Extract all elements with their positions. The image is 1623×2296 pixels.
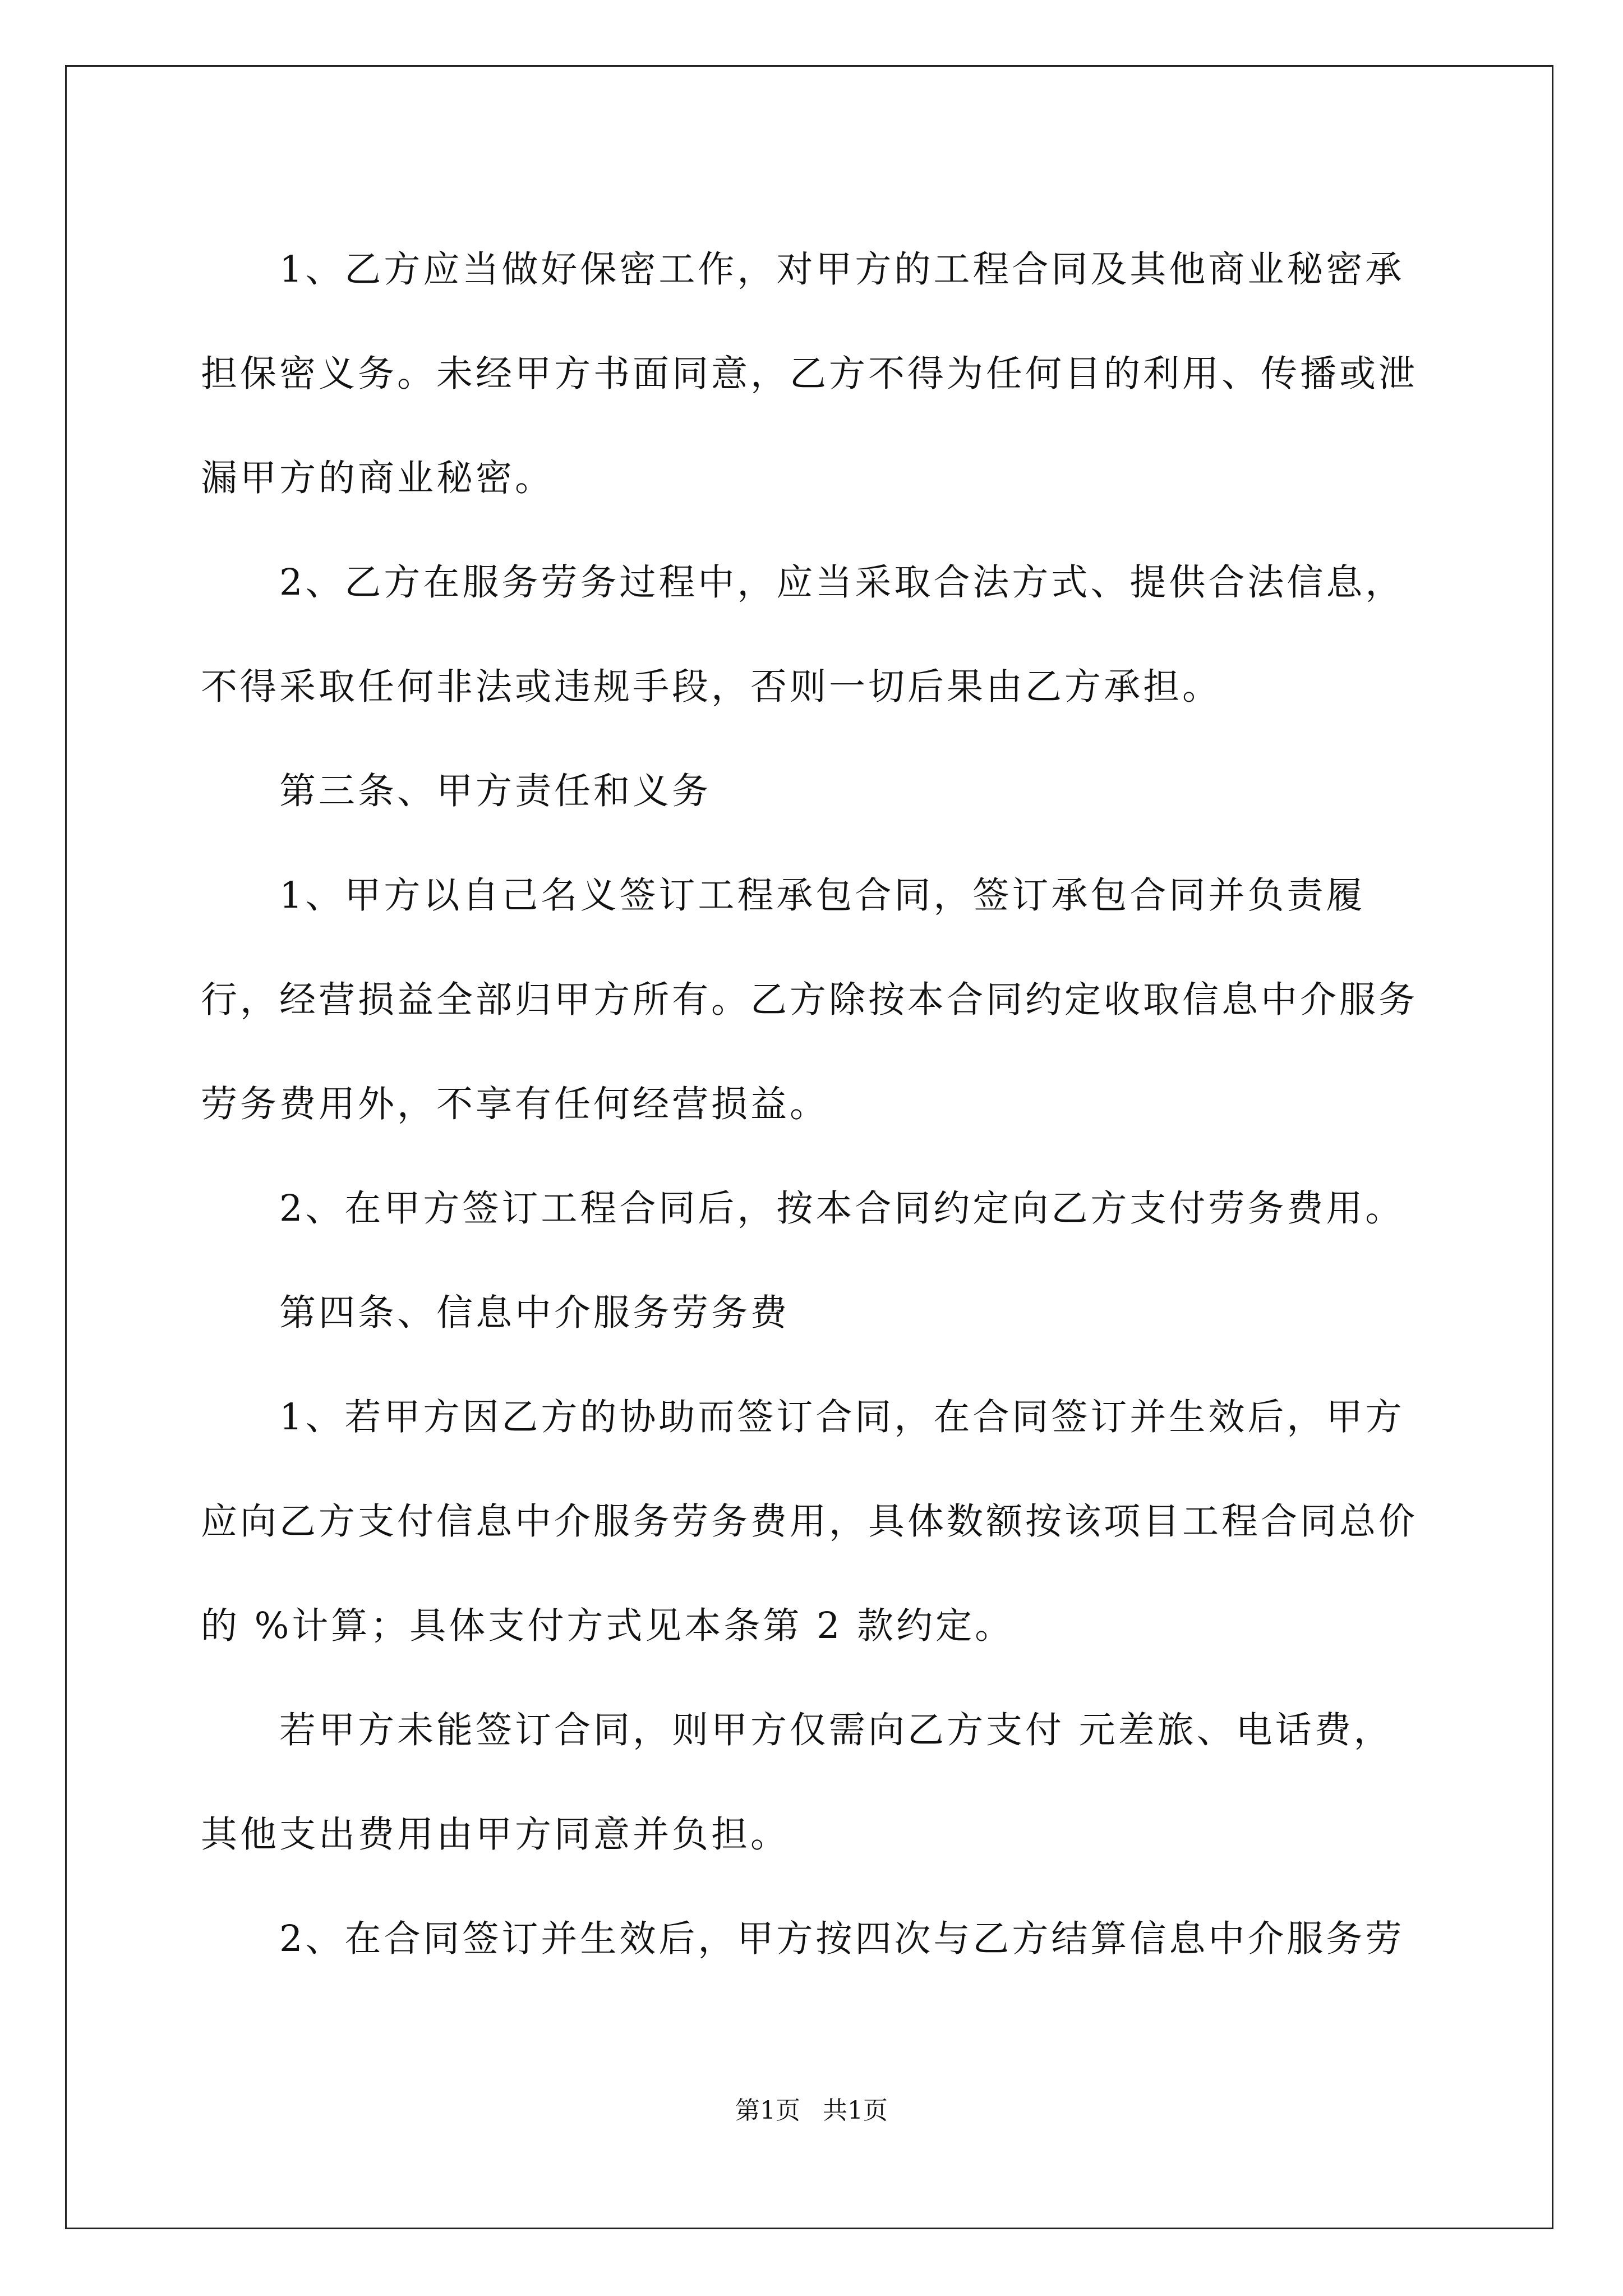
paragraph-payment-after-signing: 2、在甲方签订工程合同后，按本合同约定向乙方支付劳务费用。 [279,1188,1405,1230]
paragraph-fee-percentage: 1、若甲方因乙方的协助而签订合同，在合同签订并生效后，甲方应向乙方支付信息中介服务劳务费用，具体数额按该项目工程合同总价的 %计算；具体支付方式见本条第 2 款约定。 [201,1396,1418,1647]
paragraph-party-a-contract: 1、甲方以自己名义签订工程承包合同，签订承包合同并负责履行，经营损益全部归甲方所有。乙方除按本合同约定收取信息中介服务劳务费用外，不享有任何经营损益。 [201,875,1418,1125]
page-footer [0,2094,1623,2128]
page-number: 第1页 [735,2096,800,2125]
paragraph-settlement: 2、在合同签订并生效后，甲方按四次与乙方结算信息中介服务劳 [279,1918,1405,1960]
paragraph-lawful-methods: 2、乙方在服务劳务过程中，应当采取合法方式、提供合法信息，不得采取任何非法或违规手段，否则一切后果由乙方承担。 [201,562,1405,708]
section-heading-article-4: 第四条、信息中介服务劳务费 [279,1292,790,1334]
page-total: 共1页 [823,2096,888,2125]
paragraph-confidentiality: 1、乙方应当做好保密工作，对甲方的工程合同及其他商业秘密承担保密义务。未经甲方书面同意，乙方不得为任何目的利用、传播或泄漏甲方的商业秘密。 [201,249,1418,499]
paragraph-travel-expenses: 若甲方未能签订合同，则甲方仅需向乙方支付 元差旅、电话费，其他支出费用由甲方同意并负担。 [201,1709,1393,1856]
section-heading-article-3: 第三条、甲方责任和义务 [279,770,712,812]
document-body [201,218,1429,1991]
